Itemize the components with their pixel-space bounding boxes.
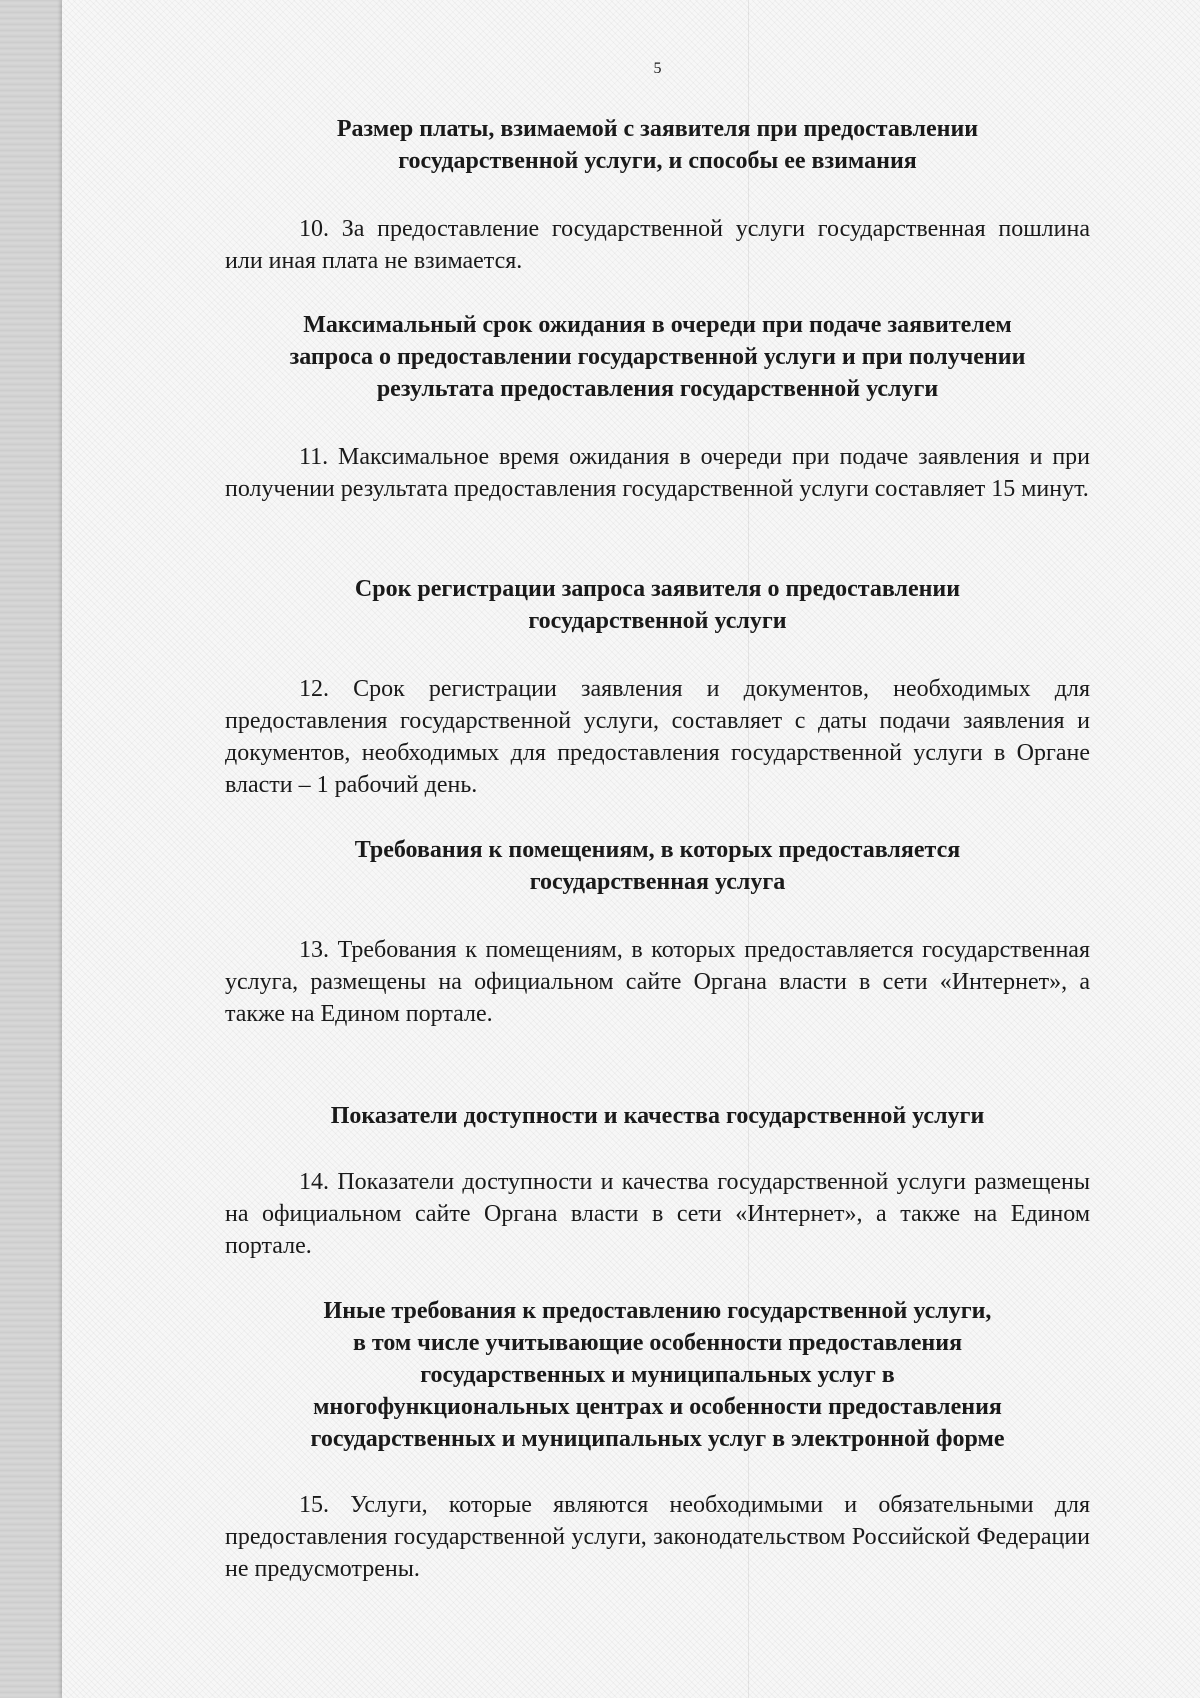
section-heading-fee: Размер платы, взимаемой с заявителя при предоставлении государственной услуги, и способы ее взимания bbox=[336, 116, 979, 174]
scan-left-margin bbox=[0, 0, 62, 1698]
paragraph-11: 11. Максимальное время ожидания в очереди при подаче заявления и при получении результата предоставления государственной услуги составляет 15 минут. bbox=[225, 444, 1090, 502]
paragraph-15: 15. Услуги, которые являются необходимыми и обязательными для предоставления государственной услуги, законодательством Российской Федерации не предусмотрены. bbox=[225, 1492, 1090, 1582]
section-heading-queue-time: Максимальный срок ожидания в очереди при подаче заявителем запроса о предоставлении государственной услуги и при получении результата предоставления государственной услуги bbox=[289, 312, 1026, 402]
section-heading-accessibility: Показатели доступности и качества государственной услуги bbox=[330, 1103, 985, 1129]
page-number: 5 bbox=[653, 60, 662, 77]
section-heading-premises: Требования к помещениям, в которых предоставляется государственная услуга bbox=[354, 837, 961, 895]
section-heading-other-requirements: Иные требования к предоставлению государственной услуги, в том числе учитывающие особенности предоставления государственных и муниципальных услуг в многофункциональных центрах и особенности предоставления государственных и муниципальных услуг в электронной форме bbox=[310, 1298, 1005, 1452]
paragraph-14: 14. Показатели доступности и качества государственной услуги размещены на официальном сайте Органа власти в сети «Интернет», а также на Едином портале. bbox=[225, 1169, 1090, 1259]
section-heading-registration-term: Срок регистрации запроса заявителя о предоставлении государственной услуги bbox=[354, 576, 961, 634]
paragraph-13: 13. Требования к помещениям, в которых предоставляется государственная услуга, размещены на официальном сайте Органа власти в сети «Интернет», а также на Едином портале. bbox=[225, 937, 1090, 1027]
paragraph-10: 10. За предоставление государственной услуги государственная пошлина или иная плата не взимается. bbox=[225, 216, 1090, 274]
paragraph-12: 12. Срок регистрации заявления и документов, необходимых для предоставления государственной услуги, составляет с даты подачи заявления и документов, необходимых для предоставления государственной услуги в Органе власти – 1 рабочий день. bbox=[225, 676, 1090, 798]
